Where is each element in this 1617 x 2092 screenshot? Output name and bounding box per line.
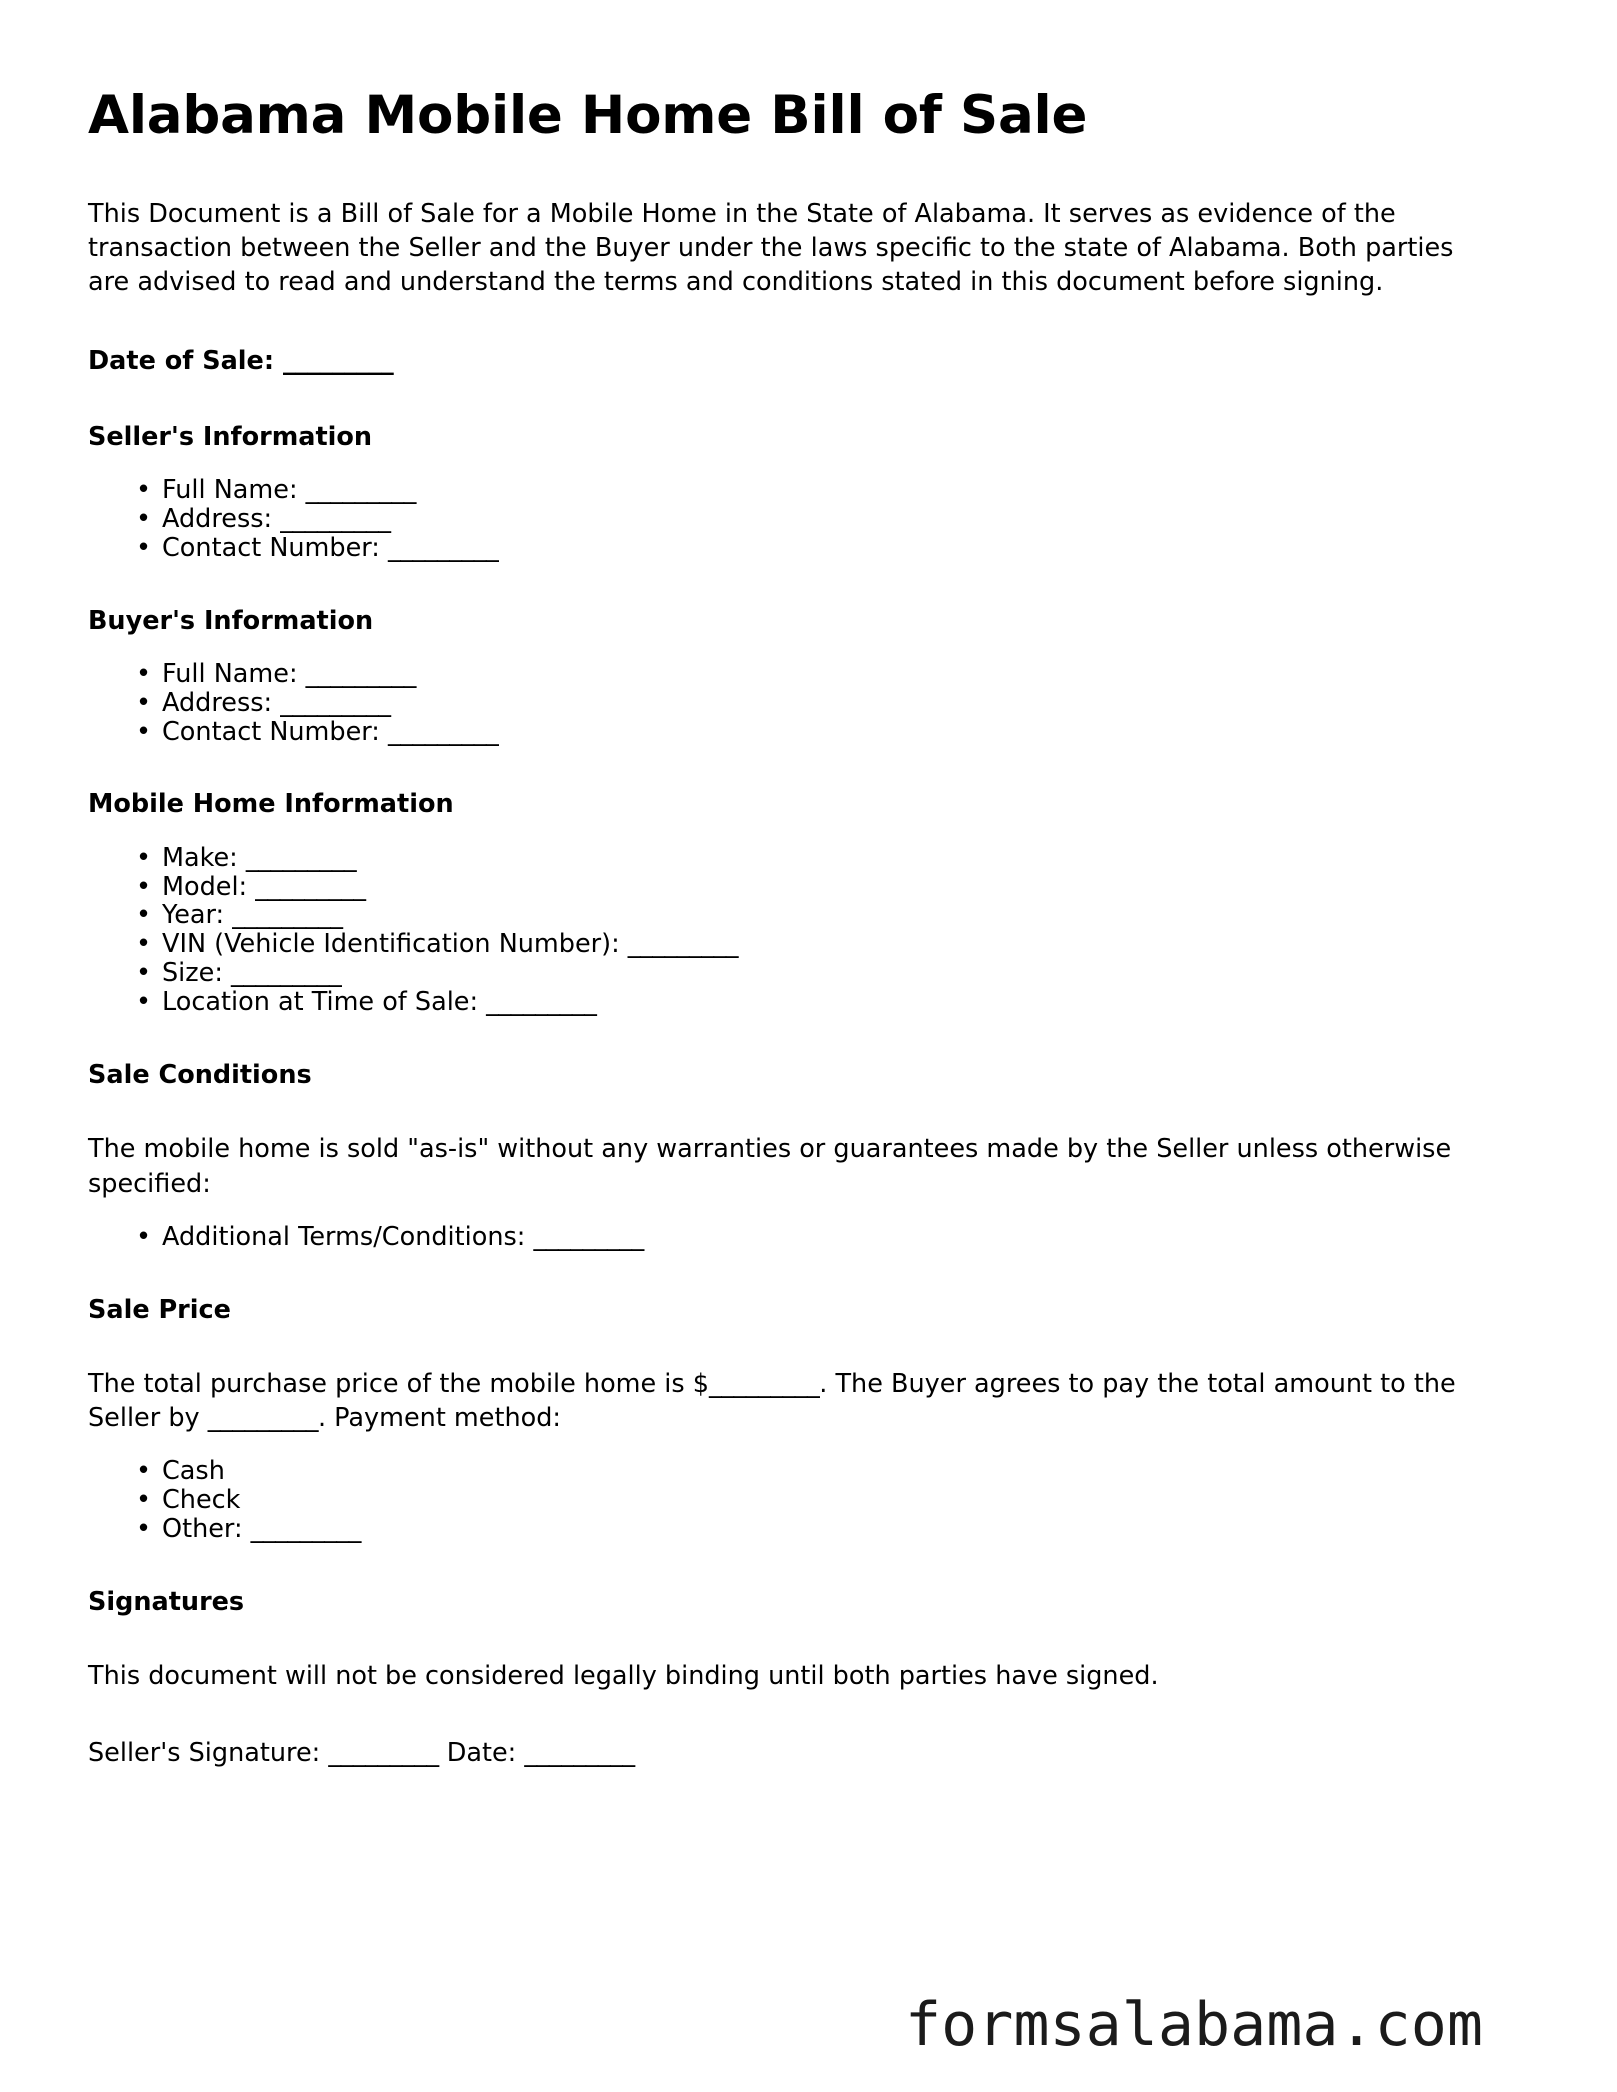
seller-signature-blank[interactable]: _________ <box>328 1738 439 1769</box>
size-blank[interactable]: _________ <box>231 958 342 989</box>
mobile-home-information-heading: Mobile Home Information <box>88 789 454 820</box>
buyer-information-list <box>88 660 1488 747</box>
year-label: Year: <box>162 900 225 931</box>
signatures-heading: Signatures <box>88 1586 245 1617</box>
buyer-full-name-label: Full Name: <box>162 658 298 689</box>
sale-price-text-part3: . Payment method: <box>317 1402 561 1433</box>
seller-full-name-label: Full Name: <box>162 474 298 505</box>
signature-date-blank[interactable]: _________ <box>524 1738 635 1769</box>
buyer-full-name-blank[interactable]: _________ <box>305 658 416 689</box>
seller-address-blank[interactable]: _________ <box>280 503 391 534</box>
seller-contact-number-blank[interactable]: _________ <box>388 532 499 563</box>
buyer-address-blank[interactable]: _________ <box>280 687 391 718</box>
intro-paragraph: This Document is a Bill of Sale for a Mobile Home in the State of Alabama. It serves as evidence of the transaction between the Seller and the Buyer under the laws specific to the state of Alabama. Both parties are advised to read and understand the terms and conditions stated in this document before signing. <box>88 198 1454 298</box>
payment-method-check-label[interactable]: Check <box>162 1485 241 1515</box>
seller-full-name-blank[interactable]: _________ <box>305 474 416 505</box>
list-item <box>88 505 1488 534</box>
list-item <box>88 1515 1488 1544</box>
seller-information-heading: Seller's Information <box>88 421 373 452</box>
payment-method-other-blank[interactable]: _________ <box>250 1513 361 1544</box>
list-item <box>88 534 1488 563</box>
year-blank[interactable]: _________ <box>232 900 343 931</box>
buyer-information-heading: Buyer's Information <box>88 605 374 636</box>
sale-price-text-part2: . The Buyer agrees to pay the total amount to the Seller by <box>88 1368 1456 1433</box>
location-at-time-of-sale-blank[interactable]: _________ <box>486 987 597 1018</box>
vin-label: VIN (Vehicle Identification Number): <box>162 929 620 960</box>
mobile-home-information-list <box>88 844 1488 1018</box>
list-item <box>88 476 1488 505</box>
location-at-time-of-sale-label: Location at Time of Sale: <box>162 987 479 1018</box>
additional-terms-blank[interactable]: _________ <box>533 1221 644 1252</box>
date-of-sale-label: Date of Sale: <box>88 346 275 377</box>
list-item <box>88 1223 1488 1252</box>
date-of-sale-blank[interactable]: _________ <box>282 346 394 377</box>
signature-date-label: Date: <box>446 1738 517 1769</box>
list-item <box>88 1457 1488 1486</box>
list-item <box>88 689 1488 718</box>
sale-conditions-list <box>88 1223 1488 1252</box>
vin-blank[interactable]: _________ <box>627 929 739 960</box>
payment-method-other-label: Other: <box>162 1513 243 1544</box>
sale-price-amount-blank[interactable]: _________ <box>709 1368 820 1399</box>
list-item <box>88 844 1488 873</box>
seller-contact-number-label: Contact Number: <box>162 532 380 563</box>
sale-conditions-heading: Sale Conditions <box>88 1060 312 1091</box>
additional-terms-label: Additional Terms/Conditions: <box>162 1221 526 1252</box>
make-blank[interactable]: _________ <box>245 842 357 873</box>
buyer-contact-number-label: Contact Number: <box>162 716 380 747</box>
buyer-address-label: Address: <box>162 687 273 718</box>
list-item <box>88 660 1488 689</box>
payment-method-list <box>88 1457 1488 1544</box>
seller-signature-label: Seller's Signature: <box>88 1738 321 1769</box>
list-item <box>88 930 1488 959</box>
date-of-sale-field <box>88 345 1488 378</box>
sale-price-text-part1: The total purchase price of the mobile home is $ <box>88 1368 710 1399</box>
list-item <box>88 718 1488 747</box>
model-label: Model: <box>162 871 248 902</box>
buyer-contact-number-blank[interactable]: _________ <box>388 716 499 747</box>
list-item <box>88 988 1488 1017</box>
model-blank[interactable]: _________ <box>255 871 366 902</box>
list-item <box>88 873 1488 902</box>
seller-signature-line <box>88 1737 1488 1770</box>
list-item <box>88 901 1488 930</box>
signatures-paragraph: This document will not be considered legally binding until both parties have signed. <box>88 1661 1159 1692</box>
sale-price-heading: Sale Price <box>88 1294 231 1325</box>
list-item <box>88 1486 1488 1515</box>
sale-conditions-paragraph: The mobile home is sold "as-is" without any warranties or guarantees made by the Seller unless otherwise specified: <box>88 1134 1452 1199</box>
list-item <box>88 959 1488 988</box>
seller-information-list <box>88 476 1488 563</box>
sale-price-date-blank[interactable]: _________ <box>207 1402 318 1433</box>
size-label: Size: <box>162 958 223 989</box>
document-content <box>88 86 1488 1770</box>
page-title: Alabama Mobile Home Bill of Sale <box>88 85 1088 146</box>
seller-address-label: Address: <box>162 503 273 534</box>
sale-price-paragraph <box>88 1367 1488 1435</box>
make-label: Make: <box>162 842 238 873</box>
payment-method-cash-label[interactable]: Cash <box>162 1456 225 1487</box>
site-watermark: formsalabama.com <box>905 1990 1483 2060</box>
